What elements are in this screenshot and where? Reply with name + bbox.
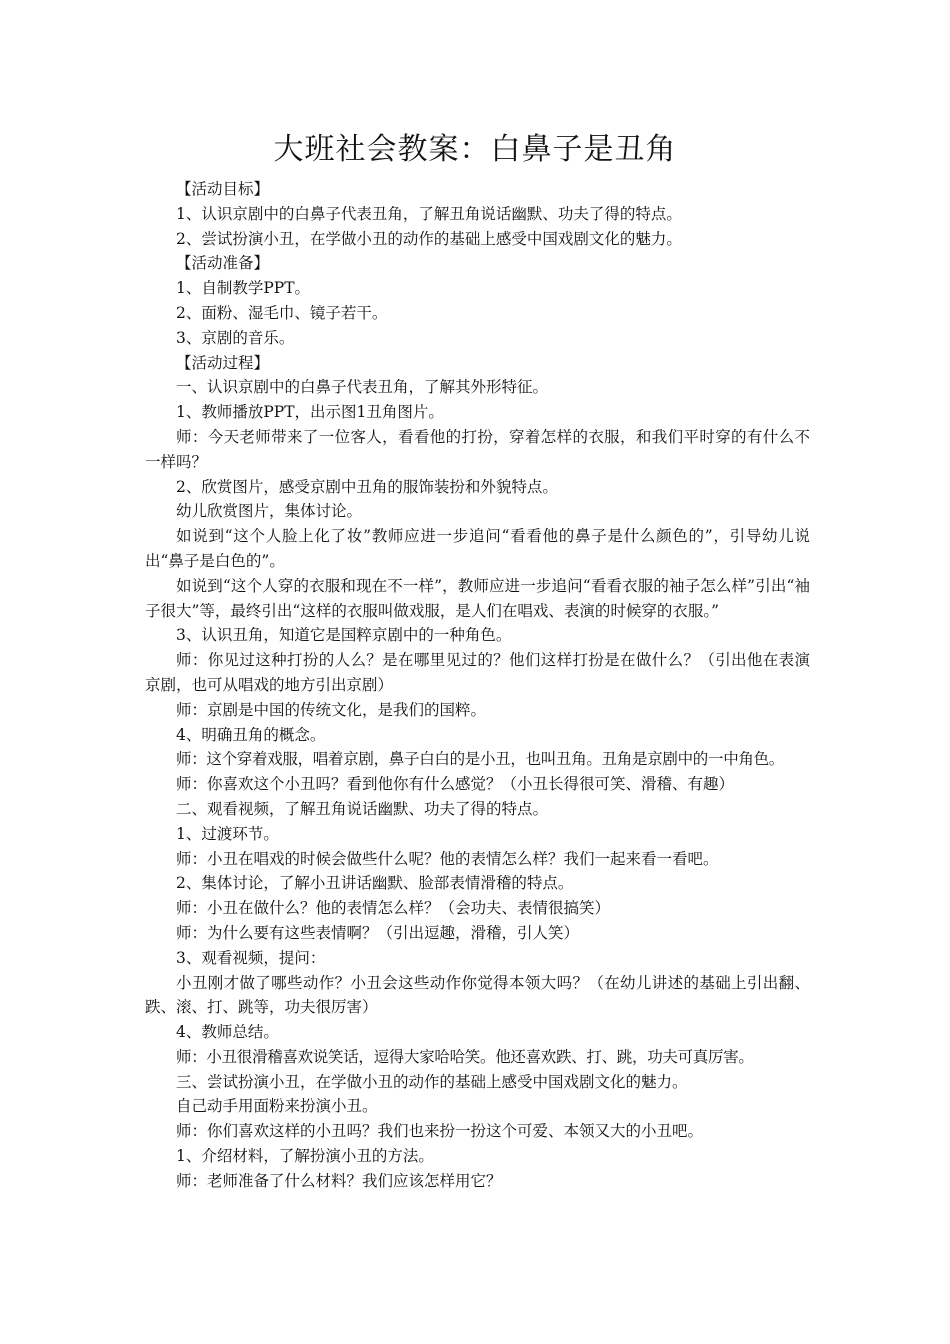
paragraph: 师：你们喜欢这样的小丑吗？我们也来扮一扮这个可爱、本领又大的小丑吧。 (176, 1122, 704, 1141)
paragraph: 2、集体讨论，了解小丑讲话幽默、脸部表情滑稽的特点。 (176, 874, 574, 893)
paragraph: 如说到“这个人脸上化了妆”教师应进一步追问“看看他的鼻子是什么颜色的”，引导幼儿说出“鼻子是白色的”。 (145, 527, 810, 570)
paragraph: 师：为什么要有这些表情啊？（引出逗趣，滑稽，引人笑） (176, 923, 580, 942)
paragraph: 师：你喜欢这个小丑吗？看到他你有什么感觉？（小丑长得很可笑、滑稽、有趣） (176, 775, 735, 794)
paragraph: 3、观看视频，提问： (176, 948, 326, 967)
paragraph: 2、面粉、湿毛巾、镜子若干。 (176, 303, 388, 322)
paragraph: 1、教师播放PPT，出示图1丑角图片。 (176, 403, 444, 422)
paragraph: 二、观看视频，了解丑角说话幽默、功夫了得的特点。 (176, 799, 549, 818)
paragraph: 幼儿欣赏图片，集体讨论。 (176, 502, 363, 521)
paragraph: 2、尝试扮演小丑，在学做小丑的动作的基础上感受中国戏剧文化的魅力。 (176, 229, 682, 248)
section-heading: 【活动目标】 (176, 180, 270, 198)
paragraph: 1、认识京剧中的白鼻子代表丑角，了解丑角说话幽默、功夫了得的特点。 (176, 204, 682, 223)
paragraph: 3、京剧的音乐。 (176, 328, 295, 347)
paragraph: 师：小丑在做什么？他的表情怎么样？（会功夫、表情很搞笑） (176, 899, 611, 918)
paragraph: 师：老师准备了什么材料？我们应该怎样用它？ (176, 1171, 502, 1190)
paragraph: 3、认识丑角，知道它是国粹京剧中的一种角色。 (176, 626, 512, 645)
paragraph: 1、介绍材料，了解扮演小丑的方法。 (176, 1147, 434, 1166)
paragraph: 小丑刚才做了哪些动作？小丑会这些动作你觉得本领大吗？（在幼儿讲述的基础上引出翻、跌、滚、打、跳等，功夫很厉害） (145, 973, 810, 1017)
paragraph: 师：今天老师带来了一位客人，看看他的打扮，穿着怎样的衣服，和我们平时穿的有什么不一样吗？ (145, 427, 810, 471)
paragraph: 4、教师总结。 (176, 1023, 279, 1042)
paragraph: 2、欣赏图片，感受京剧中丑角的服饰装扮和外貌特点。 (176, 477, 558, 496)
section-heading: 【活动准备】 (176, 254, 270, 273)
paragraph: 4、明确丑角的概念。 (176, 725, 326, 744)
paragraph: 师：京剧是中国的传统文化，是我们的国粹。 (176, 700, 487, 719)
section-heading: 【活动过程】 (176, 353, 270, 372)
paragraph: 师：小丑在唱戏的时候会做些什么呢？他的表情怎么样？我们一起来看一看吧。 (176, 849, 719, 868)
paragraph: 三、尝试扮演小丑，在学做小丑的动作的基础上感受中国戏剧文化的魅力。 (176, 1072, 688, 1091)
paragraph: 一、认识京剧中的白鼻子代表丑角，了解其外形特征。 (176, 378, 549, 397)
paragraph: 1、过渡环节。 (176, 824, 279, 843)
paragraph: 1、自制教学PPT。 (176, 279, 311, 298)
paragraph: 自己动手用面粉来扮演小丑。 (176, 1097, 378, 1116)
document-title: 大班社会教案：白鼻子是丑角 (273, 132, 677, 167)
paragraph: 师：你见过这种打扮的人么？是在哪里见过的？他们这样打扮是在做什么？（引出他在表演京剧，也可从唱戏的地方引出京剧） (145, 651, 810, 694)
paragraph: 师：这个穿着戏服，唱着京剧，鼻子白白的是小丑，也叫丑角。丑角是京剧中的一中角色。 (176, 750, 785, 769)
paragraph: 如说到“这个人穿的衣服和现在不一样”，教师应进一步追问“看看衣服的袖子怎么样”引出“袖子很大”等，最终引出“这样的衣服叫做戏服，是人们在唱戏、表演的时候穿的衣服。” (145, 576, 810, 620)
document-body (145, 177, 810, 1194)
paragraph: 师：小丑很滑稽喜欢说笑话，逗得大家哈哈笑。他还喜欢跌、打、跳，功夫可真厉害。 (176, 1047, 754, 1066)
